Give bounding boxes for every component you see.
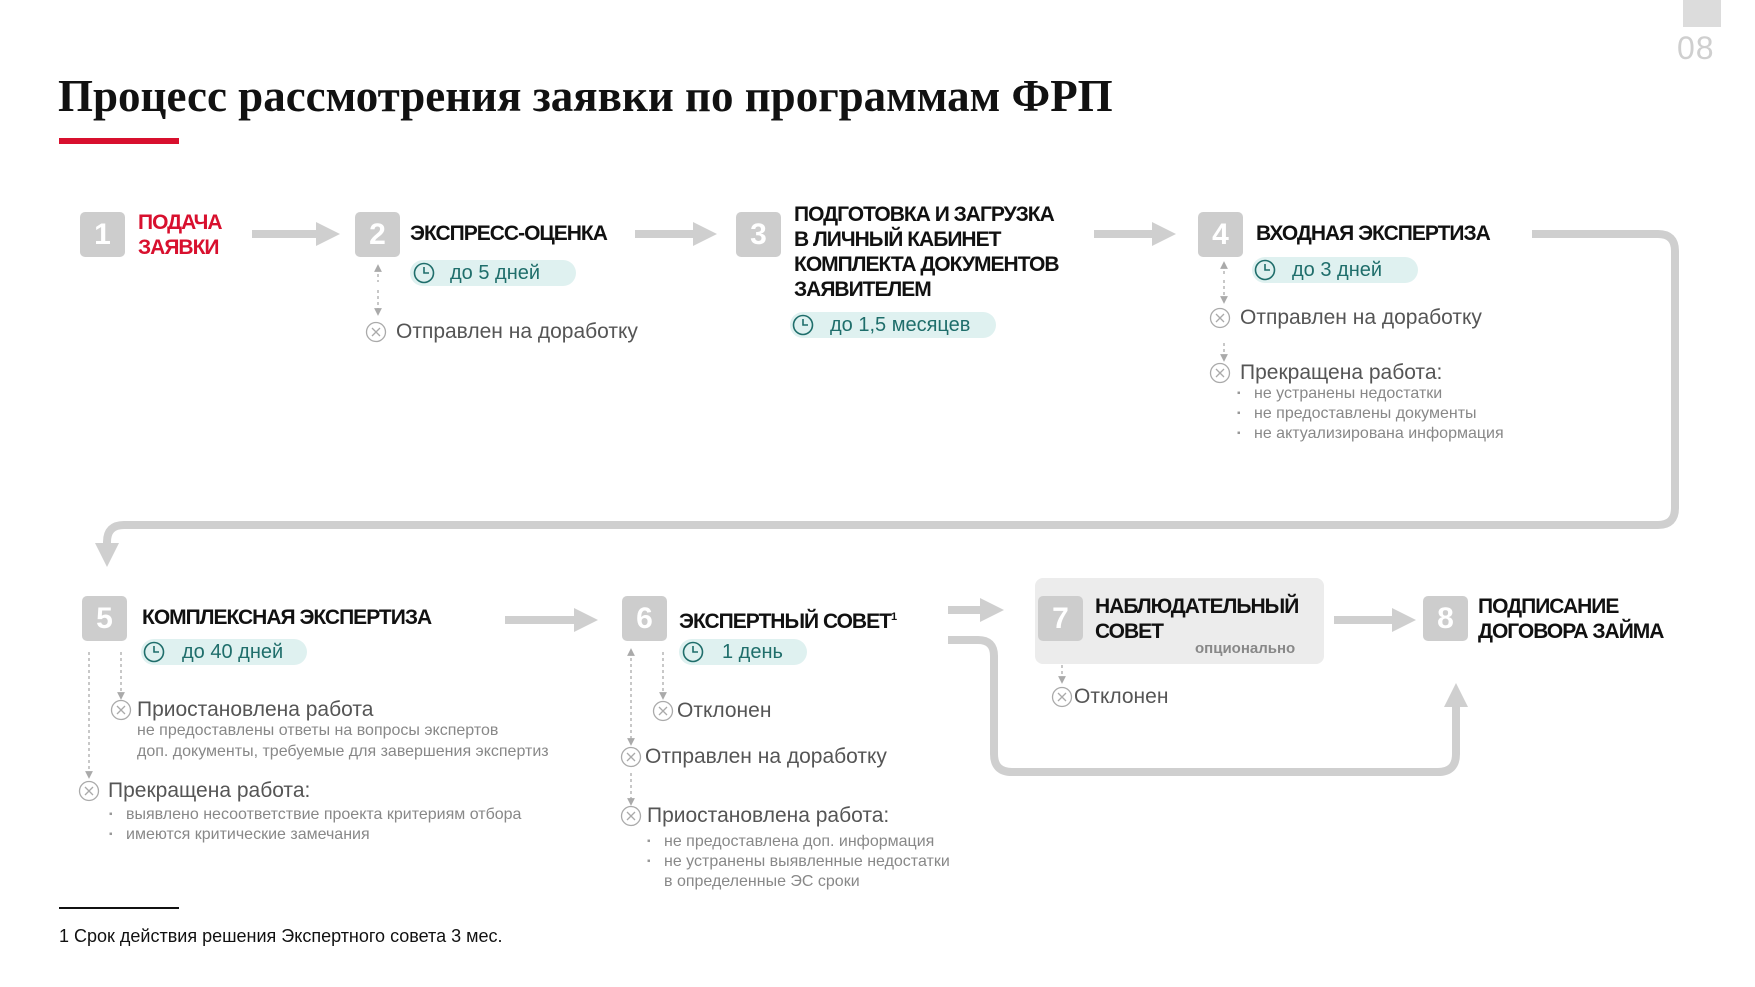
step-2-rework: Отправлен на доработку [396, 320, 638, 343]
clock-icon [792, 314, 814, 336]
step-5-duration: до 40 дней [182, 641, 284, 663]
step-3-duration: до 1,5 месяцев [830, 314, 971, 336]
step-6-suspend-reason: ▪ не устранены выявленные недостатки [664, 852, 950, 872]
rejected-icon [620, 805, 642, 827]
step-4-stop-reason: ▪ не актуализирована информация [1254, 424, 1504, 444]
step-4-duration: до 3 дней [1292, 259, 1383, 281]
step-4-title: ВХОДНАЯ ЭКСПЕРТИЗА [1256, 222, 1490, 245]
rejected-icon [110, 699, 132, 721]
footnote: 1 Срок действия решения Экспертного совета 3 мес. [59, 926, 503, 946]
rejected-icon [1209, 307, 1231, 329]
rejected-icon [620, 746, 642, 768]
clock-icon [413, 262, 435, 284]
step-6-suspend-reason: в определенные ЭС сроки [664, 873, 860, 890]
step-4-badge: 4 [1198, 212, 1243, 257]
step-6-duration: 1 день [722, 641, 783, 663]
step-6-suspend: Приостановлена работа: [647, 804, 890, 827]
step-4-stop: Прекращена работа: [1240, 361, 1443, 384]
step-5-suspend-reason: доп. документы, требуемые для завершения экспертиз [137, 743, 549, 760]
optional-label: опционально [1195, 640, 1296, 657]
step-6-title [679, 605, 896, 634]
rejected-icon [78, 780, 100, 802]
step-5-stop-reason: ▪ выявлено несоответствие проекта критериям отбора [126, 805, 521, 825]
rejected-icon [1051, 686, 1073, 708]
rejected-icon [1209, 362, 1231, 384]
step-1-badge: 1 [80, 212, 125, 257]
footnote-separator [59, 907, 179, 909]
step-5-title: КОМПЛЕКСНАЯ ЭКСПЕРТИЗА [142, 606, 432, 629]
step-5-badge: 5 [82, 596, 127, 641]
step-7-title: НАБЛЮДАТЕЛЬНЫЙ СОВЕТ [1095, 595, 1299, 643]
step-4-rework: Отправлен на доработку [1240, 306, 1482, 329]
step-2-duration: до 5 дней [450, 262, 541, 284]
rejected-icon [652, 700, 674, 722]
step-6-rework: Отправлен на доработку [645, 745, 887, 768]
step-8-badge: 8 [1423, 596, 1468, 641]
footnote-mark: 1 [890, 611, 897, 623]
page-title: Процесс рассмотрения заявки по программам ФРП [58, 71, 1113, 121]
step-8-title: ПОДПИСАНИЕ ДОГОВОРА ЗАЙМА [1478, 595, 1664, 643]
clock-icon [1254, 259, 1276, 281]
page-number: 08 [1677, 30, 1715, 66]
step-5-suspend: Приостановлена работа [137, 698, 374, 721]
step-1-title: ПОДАЧА ЗАЯВКИ [138, 211, 222, 259]
step-7-rejected: Отклонен [1074, 685, 1169, 708]
step-5-stop-reason: ▪ имеются критические замечания [126, 825, 370, 845]
step-4-stop-reason: ▪ не устранены недостатки [1254, 384, 1442, 404]
clock-icon [143, 641, 165, 663]
step-4-stop-reason: ▪ не предоставлены документы [1254, 404, 1477, 424]
step-2-badge: 2 [355, 212, 400, 257]
step-6-rejected: Отклонен [677, 699, 772, 722]
step-3-title: ПОДГОТОВКА И ЗАГРУЗКА В ЛИЧНЫЙ КАБИНЕТ КОМПЛЕКТА ДОКУМЕНТОВ ЗАЯВИТЕЛЕМ [794, 203, 1059, 301]
rejected-icon [365, 321, 387, 343]
step-6-badge: 6 [622, 596, 667, 641]
step-2-title: ЭКСПРЕСС-ОЦЕНКА [410, 222, 607, 245]
step-5-suspend-reason: не предоставлены ответы на вопросы экспертов [137, 722, 499, 739]
step-5-stop: Прекращена работа: [108, 779, 311, 802]
step-7-badge: 7 [1038, 596, 1083, 641]
step-6-suspend-reason: ▪ не предоставлена доп. информация [664, 832, 934, 852]
clock-icon [682, 641, 704, 663]
step-6-title-text: ЭКСПЕРТНЫЙ СОВЕТ [679, 610, 891, 633]
step-3-badge: 3 [736, 212, 781, 257]
